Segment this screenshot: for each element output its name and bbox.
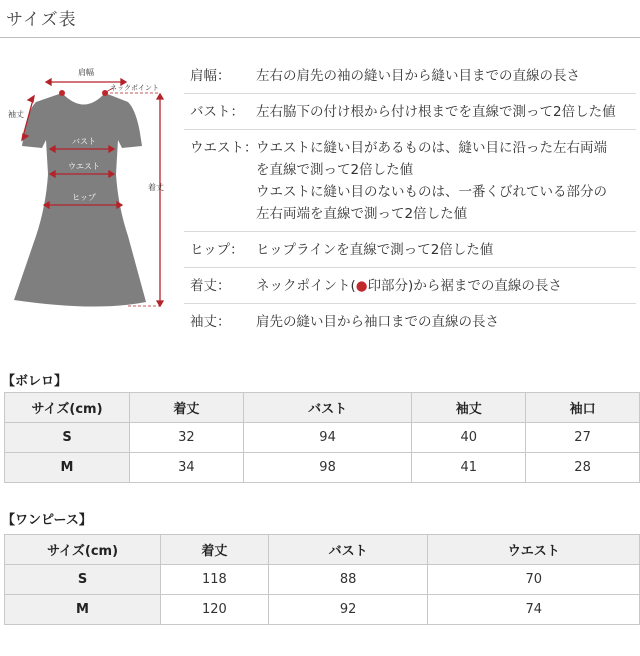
definition-text: 肩先の縫い目から袖口までの直線の長さ — [256, 314, 499, 330]
table-cell: 41 — [412, 453, 526, 483]
definition-text: 左右脇下の付け根から付け根までを直線で測って2倍した値 — [256, 104, 616, 120]
label-length: 着丈 — [148, 183, 164, 192]
table-row — [5, 453, 640, 483]
table-cell: 27 — [526, 423, 640, 453]
dress-diagram — [0, 58, 180, 320]
definition-text: ウエストに縫い目があるものは、縫い目に沿った左右両端 — [256, 140, 607, 156]
definition-bust — [184, 94, 636, 130]
label-bust: バスト — [72, 137, 96, 146]
onepiece-size-table — [4, 534, 640, 625]
table-row — [5, 565, 640, 595]
measurement-definitions — [184, 58, 636, 339]
table-cell: 32 — [130, 423, 244, 453]
bolero-section-label: 【ボレロ】 — [2, 374, 68, 389]
definition-term: 着丈： — [190, 278, 231, 294]
table-cell: 70 — [428, 565, 640, 595]
definition-length — [184, 268, 636, 304]
label-hip: ヒップ — [72, 193, 96, 202]
definition-text: ウエストに縫い目のないものは、一番くびれている部分の — [256, 184, 607, 200]
definition-term: ヒップ： — [190, 242, 244, 258]
column-header: ウエスト — [428, 535, 640, 565]
label-sleeve: 袖丈 — [8, 110, 24, 119]
dress-illustration — [0, 58, 180, 320]
column-header: 袖口 — [526, 393, 640, 423]
table-cell: 98 — [243, 453, 412, 483]
label-waist: ウエスト — [68, 162, 100, 171]
definition-text: ヒップラインを直線で測って2倍した値 — [256, 242, 494, 258]
page-title: サイズ表 — [6, 10, 77, 30]
definition-term: ウエスト： — [190, 140, 258, 156]
column-header: バスト — [268, 535, 428, 565]
definition-term: バスト： — [190, 104, 244, 120]
row-header: S — [5, 423, 130, 453]
table-cell: 118 — [161, 565, 269, 595]
definition-term: 袖丈： — [190, 314, 231, 330]
neck-point-marker: ● — [355, 278, 368, 294]
table-cell: 28 — [526, 453, 640, 483]
table-header-row — [5, 535, 640, 565]
column-header: サイズ(cm) — [5, 393, 130, 423]
table-row — [5, 423, 640, 453]
table-cell: 94 — [243, 423, 412, 453]
table-cell: 74 — [428, 595, 640, 625]
definition-text — [256, 275, 636, 297]
column-header: バスト — [243, 393, 412, 423]
column-header: サイズ(cm) — [5, 535, 161, 565]
definition-sleeve — [184, 304, 636, 339]
definition-waist — [184, 130, 636, 232]
definition-text: 左右の肩先の袖の縫い目から縫い目までの直線の長さ — [256, 68, 580, 84]
row-header: M — [5, 595, 161, 625]
definition-hip — [184, 232, 636, 268]
label-shoulder: 肩幅 — [78, 68, 94, 77]
label-neck-point: ネックポイント — [110, 84, 159, 92]
bolero-size-table — [4, 392, 640, 483]
definition-text-part: ネックポイント( — [256, 278, 356, 294]
definition-shoulder — [184, 58, 636, 94]
definition-term: 肩幅： — [190, 68, 231, 84]
column-header: 袖丈 — [412, 393, 526, 423]
definition-text-part: 印部分)から裾までの直線の長さ — [367, 278, 562, 294]
definition-text: を直線で測って2倍した値 — [256, 162, 414, 178]
row-header: S — [5, 565, 161, 595]
table-cell: 40 — [412, 423, 526, 453]
table-cell: 88 — [268, 565, 428, 595]
onepiece-section-label: 【ワンピース】 — [2, 513, 92, 528]
row-header: M — [5, 453, 130, 483]
table-row — [5, 595, 640, 625]
table-cell: 34 — [130, 453, 244, 483]
definition-text: 左右両端を直線で測って2倍した値 — [256, 206, 468, 222]
table-cell: 120 — [161, 595, 269, 625]
table-header-row — [5, 393, 640, 423]
column-header: 着丈 — [130, 393, 244, 423]
neck-point-dot-left — [59, 90, 65, 96]
table-cell: 92 — [268, 595, 428, 625]
column-header: 着丈 — [161, 535, 269, 565]
title-divider — [0, 37, 640, 38]
